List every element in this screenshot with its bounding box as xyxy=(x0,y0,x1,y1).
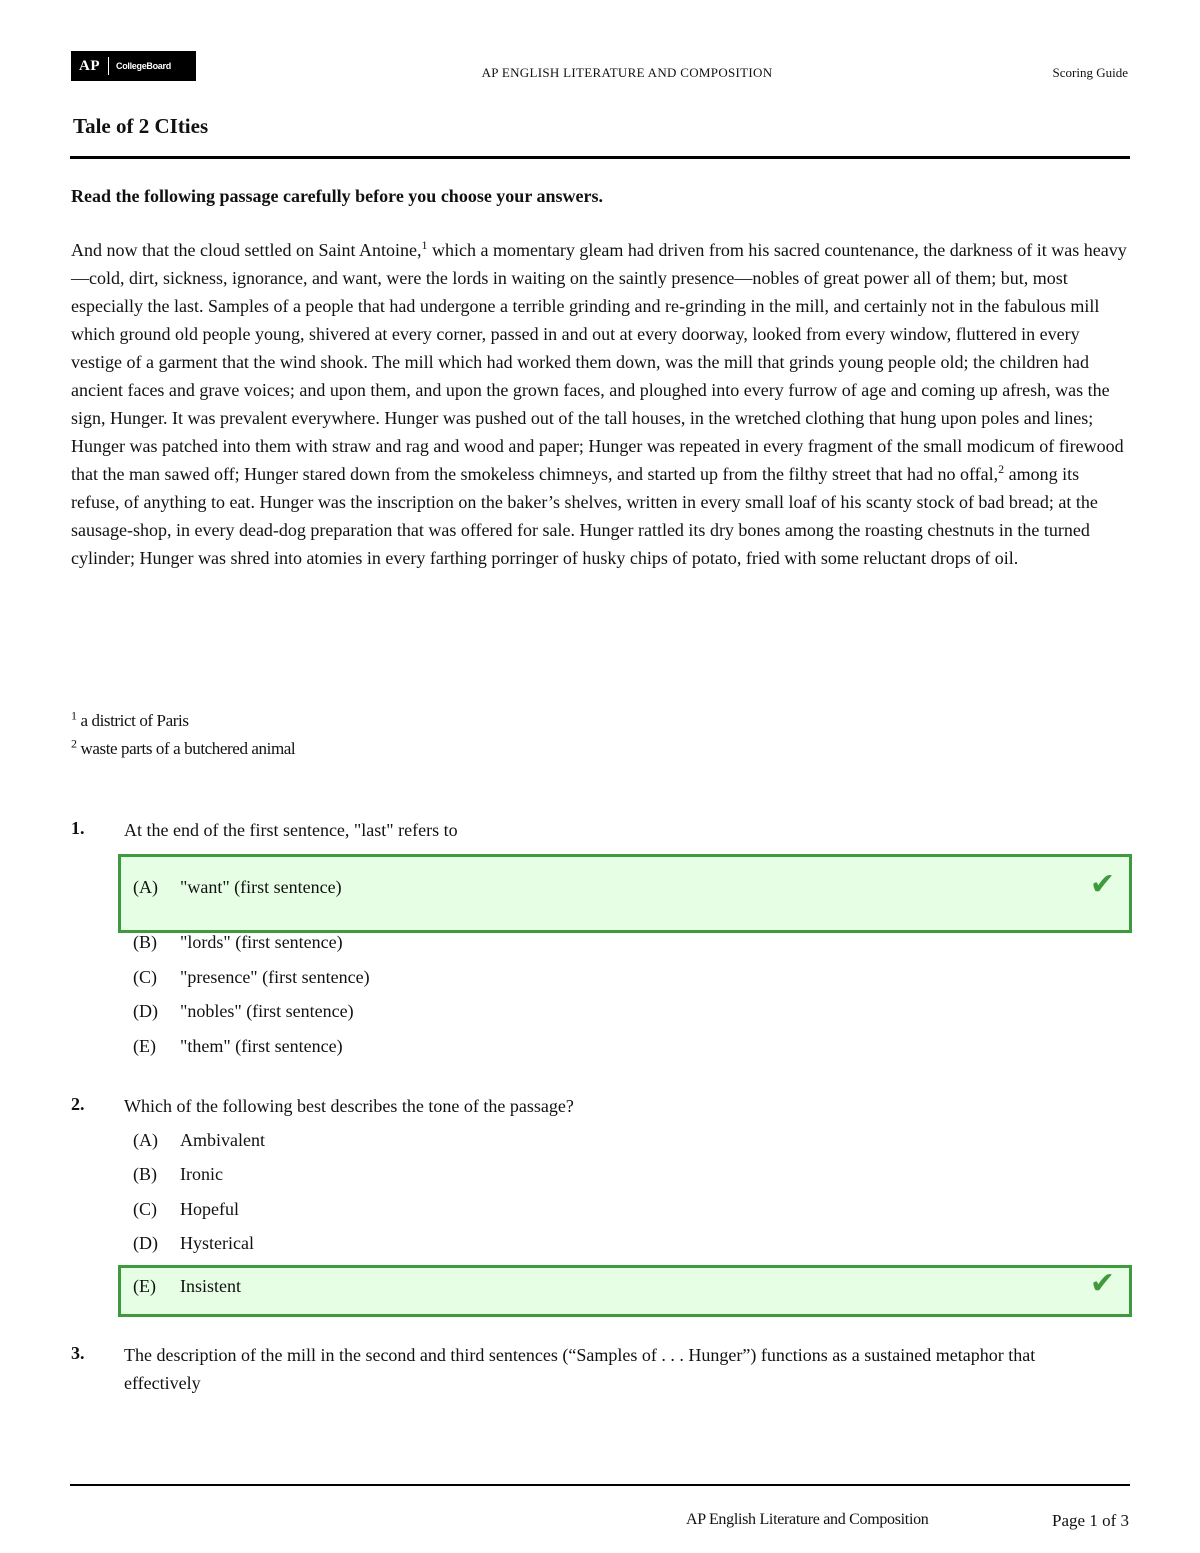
q1-choice-a[interactable] xyxy=(133,877,342,898)
passage-part-1: And now that the cloud settled on Saint Antoine, xyxy=(71,240,422,260)
q2-choice-a-letter: (A) xyxy=(133,1130,158,1150)
question-1-text: At the end of the first sentence, "last" refers to xyxy=(124,820,458,840)
title-divider xyxy=(70,156,1130,159)
q2-choice-b-letter: (B) xyxy=(133,1164,157,1184)
footer-divider xyxy=(70,1484,1130,1486)
logo-org-text: CollegeBoard xyxy=(116,61,171,71)
q1-choice-d-letter: (D) xyxy=(133,1001,158,1021)
footnote-1 xyxy=(71,708,189,731)
question-1-number: 1. xyxy=(71,818,85,838)
q2-choice-b[interactable] xyxy=(133,1164,223,1185)
footnote-2 xyxy=(71,736,296,759)
passage xyxy=(71,236,1131,572)
footer-course: AP English Literature and Composition xyxy=(686,1511,929,1528)
header-course-title: AP ENGLISH LITERATURE AND COMPOSITION xyxy=(481,65,773,80)
question-3-text: The description of the mill in the second and third sentences (“Samples of . . . Hunger”) functions as a sustained metaphor that effectively xyxy=(124,1345,1036,1393)
footnote-ref-1: 1 xyxy=(421,238,428,252)
footnote-ref-2: 2 xyxy=(998,462,1005,476)
question-3-number: 3. xyxy=(71,1343,85,1363)
q1-choice-b-letter: (B) xyxy=(133,932,157,952)
q2-choice-d-text: Hysterical xyxy=(180,1233,254,1253)
q2-choice-b-text: Ironic xyxy=(180,1164,223,1184)
checkmark-icon: ✔ xyxy=(1089,867,1115,902)
q2-choice-d-letter: (D) xyxy=(133,1233,158,1253)
footnote-1-text: a district of Paris xyxy=(80,711,189,730)
footnote-2-text: waste parts of a butchered animal xyxy=(80,739,296,758)
question-2-text: Which of the following best describes the tone of the passage? xyxy=(124,1096,574,1116)
footnote-1-number: 1 xyxy=(71,708,77,723)
page-number: Page 1 of 3 xyxy=(1052,1511,1129,1530)
logo-ap-text: AP xyxy=(79,57,100,74)
q2-choice-a[interactable] xyxy=(133,1130,265,1151)
q2-choice-a-text: Ambivalent xyxy=(180,1130,265,1150)
q1-choice-c-text: "presence" (first sentence) xyxy=(180,967,370,987)
q1-choice-c[interactable] xyxy=(133,967,370,988)
q1-choice-c-letter: (C) xyxy=(133,967,157,987)
q1-choice-e-text: "them" (first sentence) xyxy=(180,1036,343,1056)
q1-choice-b-text: "lords" (first sentence) xyxy=(180,932,343,952)
checkmark-icon: ✔ xyxy=(1089,1266,1115,1301)
q2-choice-e[interactable] xyxy=(133,1276,241,1297)
q2-choice-c[interactable] xyxy=(133,1199,239,1220)
correct-answer-highlight xyxy=(118,1265,1132,1317)
page-title: Tale of 2 CIties xyxy=(73,114,209,138)
q1-choice-a-text: "want" (first sentence) xyxy=(180,877,342,897)
instructions: Read the following passage carefully before you choose your answers. xyxy=(71,186,603,206)
q1-choice-a-letter: (A) xyxy=(133,877,158,897)
q1-choice-b[interactable] xyxy=(133,932,343,953)
header-scoring-guide: Scoring Guide xyxy=(1052,65,1128,80)
q2-choice-c-text: Hopeful xyxy=(180,1199,239,1219)
q2-choice-e-letter: (E) xyxy=(133,1276,156,1296)
footnote-2-number: 2 xyxy=(71,736,77,751)
q2-choice-e-text: Insistent xyxy=(180,1276,241,1296)
passage-part-2: which a momentary gleam had driven from his sacred countenance, the darkness of it was heavy—cold, dirt, sickness, ignorance, and want, were the lords in waiting on the saintly presence—nobles of great power all of them; but, most especially the last. Samples of a people that had undergone a terrible grinding and re-grinding in the mill, and certainly not in the fabulous mill which ground old people young, shivered at every corner, passed in and out at every doorway, looked from every window, fluttered in every vestige of a garment that the wind shook. The mill which had worked them down, was the mill that grinds young people old; the children had ancient faces and grave voices; and upon them, and upon the grown faces, and ploughed into every furrow of age and coming up afresh, was the sign, Hunger. It was prevalent everywhere. Hunger was pushed out of the tall houses, in the wretched clothing that hung upon poles and lines; Hunger was patched into them with straw and rag and wood and paper; Hunger was repeated in every fragment of the small modicum of firewood that the man sawed off; Hunger stared down from the smokeless chimneys, and started up from the filthy street that had no offal, xyxy=(71,240,1127,484)
q1-choice-e[interactable] xyxy=(133,1036,343,1057)
q1-choice-d-text: "nobles" (first sentence) xyxy=(180,1001,354,1021)
q1-choice-d[interactable] xyxy=(133,1001,354,1022)
q2-choice-c-letter: (C) xyxy=(133,1199,157,1219)
q1-choice-e-letter: (E) xyxy=(133,1036,156,1056)
passage-part-3: among its refuse, of anything to eat. Hunger was the inscription on the baker’s shelves, written in every small loaf of his scanty stock of bad bread; at the sausage-shop, in every dead-dog preparation that was offered for sale. Hunger rattled its dry bones among the roasting chestnuts in the turned cylinder; Hunger was shred into atomies in every farthing porringer of husky chips of potato, fried with some reluctant drops of oil. xyxy=(71,464,1098,568)
q2-choice-d[interactable] xyxy=(133,1233,254,1254)
question-2-number: 2. xyxy=(71,1094,85,1114)
